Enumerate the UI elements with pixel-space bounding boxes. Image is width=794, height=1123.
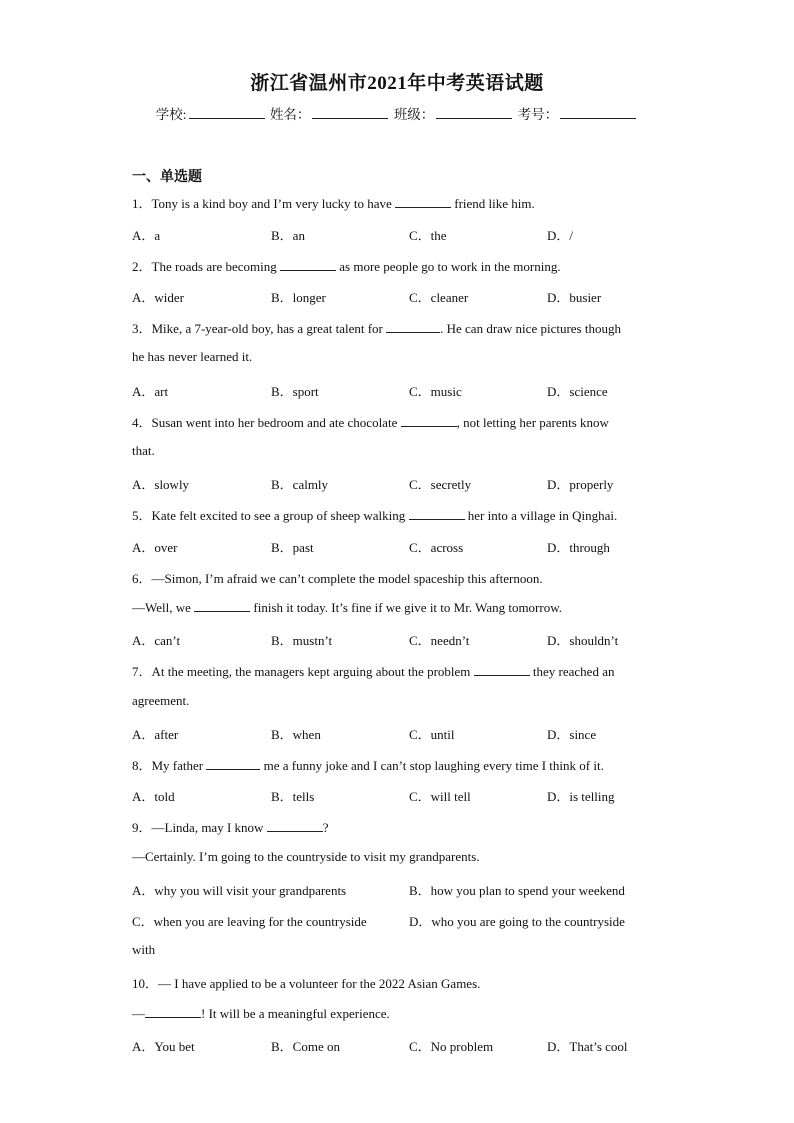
question-9-option-d: D．who you are going to the countryside [409,914,625,929]
question-6-stem-cont: —Well, we finish it today. It’s fine if we give it to Mr. Wang tomorrow. [132,600,563,615]
answer-blank [474,663,530,676]
question-7-option-d: D．since [547,727,597,742]
answer-blank [280,258,336,271]
question-5-option-c: C．across [409,540,464,555]
question-4-stem-cont: that. [132,443,155,458]
question-7-stem-cont: agreement. [132,693,190,708]
exam-no-label: 考号： [517,107,559,122]
question-3-option-a: A．art [132,384,169,399]
student-info-row [0,103,794,123]
answer-blank [145,1005,201,1018]
class-label: 班级： [393,107,435,122]
question-3-stem-cont: he has never learned it. [132,349,253,364]
question-3-stem: 3．Mike, a 7-year-old boy, has a great talent for . He can draw nice pictures though [132,321,621,336]
question-4-option-a: A．slowly [132,477,190,492]
question-1-option-c: C．the [409,228,447,243]
question-6-option-a: A．can’t [132,633,181,648]
question-7-option-a: A．after [132,727,179,742]
question-2-option-c: C．cleaner [409,290,469,305]
question-4-stem: 4．Susan went into her bedroom and ate chocolate , not letting her parents know [132,415,609,430]
question-9-option-c: C．when you are leaving for the countryside [132,914,367,929]
question-3-option-b: B．sport [271,384,319,399]
question-8-option-b: B．tells [271,789,315,804]
question-9-stem: 9．—Linda, may I know ? [132,820,329,835]
question-7-stem: 7．At the meeting, the managers kept arguing about the problem they reached an [132,664,615,679]
question-2-option-a: A．wider [132,290,184,305]
question-10-option-d: D．That’s cool [547,1039,628,1054]
question-8-option-a: A．told [132,789,175,804]
school-label: 学校: [155,107,187,122]
question-1-option-b: B．an [271,228,305,243]
class-blank[interactable] [436,105,512,119]
page-title: 浙江省温州市2021年中考英语试题 [250,73,544,94]
answer-blank [409,507,465,520]
question-8-option-c: C．will tell [409,789,471,804]
answer-blank [386,320,440,333]
question-6-option-d: D．shouldn’t [547,633,619,648]
answer-blank [267,819,323,832]
question-5-option-a: A．over [132,540,178,555]
question-5-option-b: B．past [271,540,314,555]
question-1-stem: 1．Tony is a kind boy and I’m very lucky to have friend like him. [132,196,535,211]
question-4-option-c: C．secretly [409,477,472,492]
question-2-stem: 2．The roads are becoming as more people go to work in the morning. [132,259,561,274]
answer-blank [401,414,457,427]
name-label: 姓名： [269,107,311,122]
question-10-option-c: C．No problem [409,1039,494,1054]
question-6-option-c: C．needn’t [409,633,470,648]
question-4-option-d: D．properly [547,477,614,492]
name-blank[interactable] [312,105,388,119]
answer-blank [206,757,260,770]
question-3-option-c: C．music [409,384,462,399]
question-8-option-d: D．is telling [547,789,615,804]
question-7-option-b: B．when [271,727,321,742]
question-9-option-b: B．how you plan to spend your weekend [409,883,625,898]
question-9-option-a: A．why you will visit your grandparents [132,883,347,898]
school-blank[interactable] [189,105,265,119]
question-6-stem: 6．—Simon, I’m afraid we can’t complete the model spaceship this afternoon. [132,571,543,586]
question-1-option-a: A．a [132,228,161,243]
question-2-option-b: B．longer [271,290,326,305]
answer-blank [194,599,250,612]
exam-no-blank[interactable] [560,105,636,119]
question-7-option-c: C．until [409,727,455,742]
question-6-option-b: B．mustn’t [271,633,333,648]
section-title: 一、单选题 [132,170,202,185]
question-10-option-b: B．Come on [271,1039,340,1054]
question-5-stem: 5．Kate felt excited to see a group of sheep walking her into a village in Qinghai. [132,508,618,523]
question-4-option-b: B．calmly [271,477,329,492]
question-8-stem: 8．My father me a funny joke and I can’t stop laughing every time I think of it. [132,758,604,773]
question-9-stem-cont: —Certainly. I’m going to the countryside to visit my grandparents. [132,849,480,864]
question-1-option-d: D．/ [547,228,574,243]
answer-blank [395,195,451,208]
question-5-option-d: D．through [547,540,610,555]
question-10-stem: 10．— I have applied to be a volunteer for the 2022 Asian Games. [132,976,481,991]
question-10-option-a: A．You bet [132,1039,195,1054]
question-10-stem-cont: — ! It will be a meaningful experience. [132,1006,390,1021]
question-9-option-d-wrap: with [132,942,156,957]
question-3-option-d: D．science [547,384,608,399]
question-2-option-d: D．busier [547,290,602,305]
